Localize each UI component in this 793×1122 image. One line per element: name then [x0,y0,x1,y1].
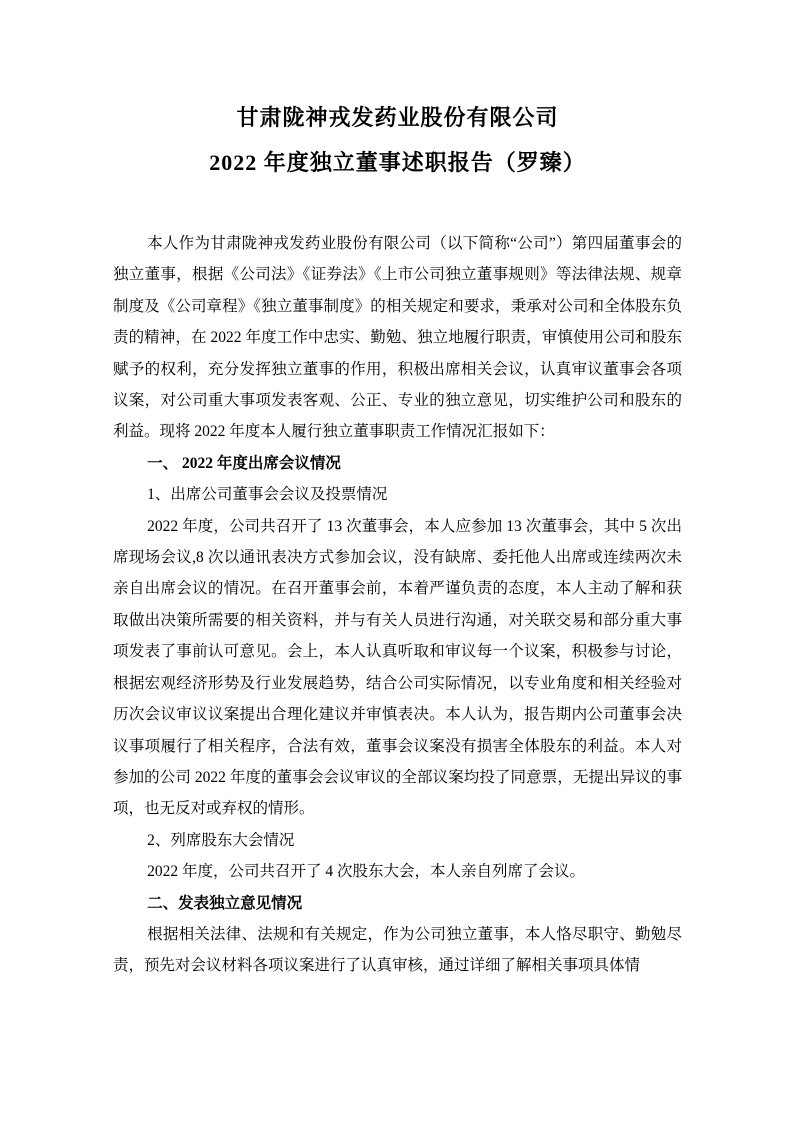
section-1-item-2-heading: 2、列席股东大会情况 [147,831,295,849]
section-1-item-1-heading: 1、出席公司董事会会议及投票情况 [147,486,388,504]
shareholder-meetings-paragraph: 2022 年度，公司共召开了 4 次股东大会，本人亲自列席了会议。 [147,863,585,881]
board-meetings-paragraph: 2022 年度，公司共召开了 13 次董事会，本人应参加 13 次董事会，其中 5 次出席现场会议,8 次以通讯表决方式参加会议，没有缺席、委托他人出席或连续两次未亲自出席会议的情况。在召开董事会前，本着严谨负责的态度，本人主动了解和获取做出决策所需要的相关资料，并与有关人员进行沟通，对关联交易和部分重大事项发表了事前认可意见。会上，本人认真听取和审议每一个议案，积极参与讨论，根据宏观经济形势及行业发展趋势，结合公司实际情况，以专业角度和相关经验对历次会议审议议案提出合理化建议并审慎表决。本人认为，报告期内公司董事会决议事项履行了相关程序，合法有效，董事会议案没有损害全体股东的利益。本人对参加的公司 2022 年度的董事会会议审议的全部议案均投了同意票，无提出异议的事项，也无反对或弃权的情形。 [113,517,682,818]
independent-opinion-paragraph: 根据相关法律、法规和有关规定，作为公司独立董事，本人恪尽职守、勤勉尽责，预先对会议材料各项议案进行了认真审核，通过详细了解相关事项具体情 [113,925,682,975]
section-2-heading: 二、发表独立意见情况 [147,894,303,912]
document-content [113,105,682,982]
section-1-heading: 一、 2022 年度出席会议情况 [147,454,341,472]
doc-title-line1: 甘肃陇神戎发药业股份有限公司 [236,105,559,130]
intro-paragraph: 本人作为甘肃陇神戎发药业股份有限公司（以下简称“公司”）第四届董事会的独立董事，根据《公司法》《证券法》《上市公司独立董事规则》等法律法规、规章制度及《公司章程》《独立董事制度》的相关规定和要求，秉承对公司和全体股东负责的精神，在 2022 年度工作中忠实、勤勉、独立地履行职责，审慎使用公司和股东赋予的权利，充分发挥独立董事的作用，积极出席相关会议，认真审议董事会各项议案，对公司重大事项发表客观、公正、专业的独立意见，切实维护公司和股东的利益。现将 2022 年度本人履行独立董事职责工作情况汇报如下： [113,235,682,441]
doc-title-line2: 2022 年度独立董事述职报告（罗臻） [209,150,586,175]
